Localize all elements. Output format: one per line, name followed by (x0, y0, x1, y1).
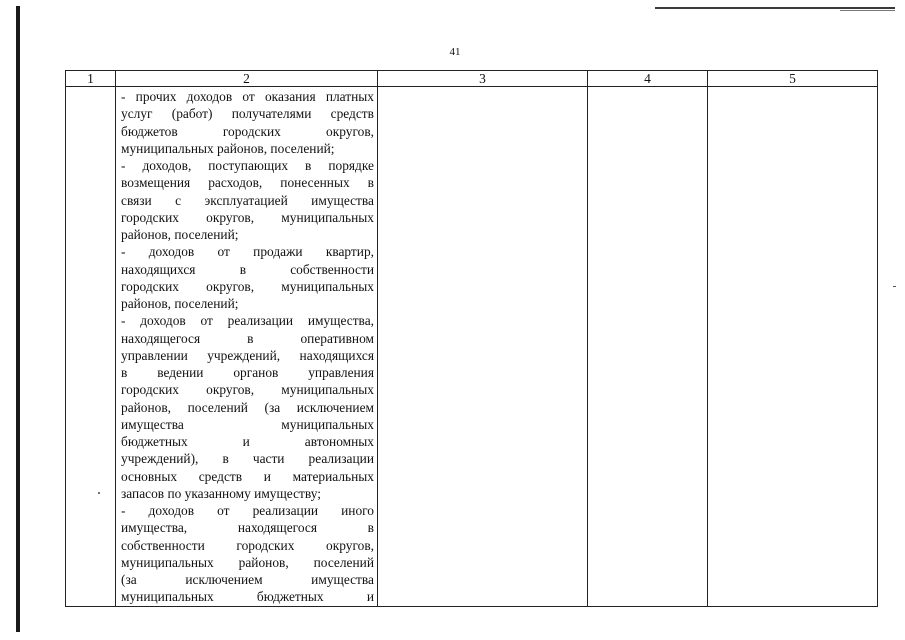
page-number: 41 (449, 46, 461, 58)
text-line: учреждений), в части реализации (121, 451, 374, 467)
scan-top-stroke (655, 7, 895, 9)
cell-col-1 (66, 87, 116, 607)
text-line: - доходов от реализации имущества, (121, 313, 374, 329)
scan-top-stroke-secondary (840, 10, 895, 11)
text-line: районов, поселений (за исключением (121, 399, 374, 415)
column-header-1: 1 (66, 71, 116, 87)
text-line: муниципальных районов, поселений; (121, 140, 335, 156)
text-line: возмещения расходов, понесенных в (121, 175, 374, 191)
text-line: в ведении органов управления (121, 365, 374, 380)
text-line: городских округов, муниципальных (121, 278, 374, 294)
text-line: бюджетов городских округов, (121, 123, 374, 139)
table-row (66, 87, 878, 607)
column-header-3: 3 (378, 71, 588, 87)
cell-col-4 (588, 87, 708, 607)
text-line: районов, поселений; (121, 227, 239, 242)
cell-col-2 (116, 87, 378, 607)
text-line: собственности городских округов, (121, 537, 374, 553)
text-line: основных средств и материальных (121, 468, 374, 484)
text-line: находящегося в оперативном (121, 330, 374, 346)
text-line: (за исключением имущества (121, 572, 374, 587)
text-line: связи с эксплуатацией имущества (121, 192, 374, 208)
text-line: запасов по указанному имуществу; (121, 485, 321, 501)
column-header-2: 2 (116, 71, 378, 87)
text-line: - доходов от продажи квартир, (121, 244, 374, 260)
cell-col-3 (378, 87, 588, 607)
cell-col-5 (708, 87, 878, 607)
document-table (65, 70, 878, 607)
text-line: имущества, находящегося в (121, 520, 374, 536)
text-line: находящихся в собственности (121, 261, 374, 277)
table-header-row (66, 71, 878, 87)
text-line: районов, поселений; (121, 296, 239, 311)
text-line: городских округов, муниципальных (121, 382, 374, 398)
text-line: бюджетных и автономных (121, 434, 374, 449)
text-line: управлении учреждений, находящихся (121, 347, 374, 363)
text-line: - прочих доходов от оказания платных (121, 89, 374, 104)
text-line: муниципальных бюджетных и (121, 589, 374, 605)
text-line: услуг (работ) получателями средств (121, 106, 374, 122)
text-line: городских округов, муниципальных (121, 209, 374, 225)
column-header-5: 5 (708, 71, 878, 87)
cell-col-2-text (116, 87, 377, 606)
scan-binding-edge (16, 6, 20, 632)
text-line: муниципальных районов, поселений (121, 554, 374, 570)
column-header-4: 4 (588, 71, 708, 87)
text-line: имущества муниципальных (121, 416, 374, 432)
scan-speck (893, 286, 896, 287)
text-line: - доходов от реализации иного (121, 503, 374, 518)
text-line: - доходов, поступающих в порядке (121, 158, 374, 173)
